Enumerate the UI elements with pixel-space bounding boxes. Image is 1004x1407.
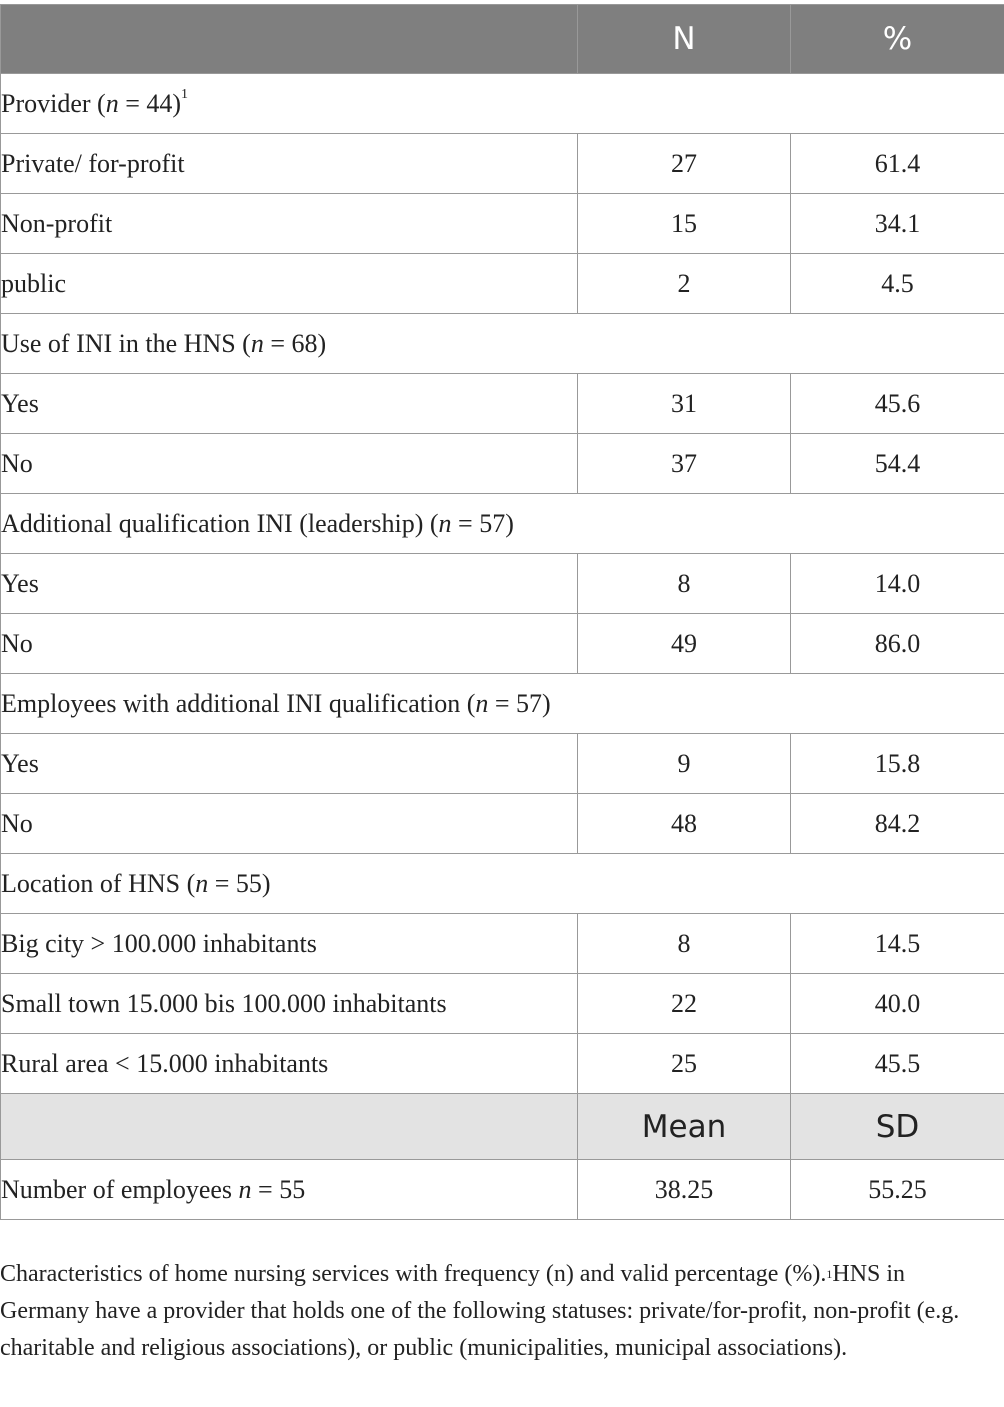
header-blank <box>1 5 578 74</box>
row-percent: 84.2 <box>791 794 1004 854</box>
row-n: 48 <box>578 794 791 854</box>
row-n: 37 <box>578 434 791 494</box>
row-label: Rural area < 15.000 inhabitants <box>1 1034 578 1094</box>
table-row <box>1 374 1004 434</box>
employees-sd: 55.25 <box>791 1160 1004 1220</box>
row-n: 8 <box>578 554 791 614</box>
row-label: Small town 15.000 bis 100.000 inhabitants <box>1 974 578 1034</box>
employees-row <box>1 1160 1004 1220</box>
row-label: No <box>1 614 578 674</box>
table-row <box>1 794 1004 854</box>
employees-mean: 38.25 <box>578 1160 791 1220</box>
row-percent: 45.5 <box>791 1034 1004 1094</box>
row-percent: 61.4 <box>791 134 1004 194</box>
row-percent: 14.5 <box>791 914 1004 974</box>
table-row <box>1 134 1004 194</box>
characteristics-table <box>0 4 1004 1220</box>
row-label: public <box>1 254 578 314</box>
header-percent: % <box>791 5 1004 74</box>
subheader-sd: SD <box>791 1094 1004 1160</box>
section-row-location <box>1 854 1004 914</box>
row-label: No <box>1 434 578 494</box>
row-label: Yes <box>1 734 578 794</box>
table-row <box>1 554 1004 614</box>
row-n: 15 <box>578 194 791 254</box>
row-percent: 15.8 <box>791 734 1004 794</box>
section-label: Provider (n = 44)$^1$ <box>1 74 1004 134</box>
row-n: 49 <box>578 614 791 674</box>
header-n: N <box>578 5 791 74</box>
row-percent: 14.0 <box>791 554 1004 614</box>
subheader-blank <box>1 1094 578 1160</box>
row-n: 25 <box>578 1034 791 1094</box>
row-n: 8 <box>578 914 791 974</box>
row-n: 31 <box>578 374 791 434</box>
row-label: Big city > 100.000 inhabitants <box>1 914 578 974</box>
section-row-ini-use <box>1 314 1004 374</box>
row-label: Private/ for-profit <box>1 134 578 194</box>
row-label: Yes <box>1 374 578 434</box>
row-n: 27 <box>578 134 791 194</box>
section-label: Additional qualification INI (leadership) (n = 57) <box>1 494 1004 554</box>
section-row-leadership-qualification <box>1 494 1004 554</box>
row-n: 9 <box>578 734 791 794</box>
row-percent: 45.6 <box>791 374 1004 434</box>
row-label: No <box>1 794 578 854</box>
row-n: 22 <box>578 974 791 1034</box>
row-percent: 40.0 <box>791 974 1004 1034</box>
row-percent: 4.5 <box>791 254 1004 314</box>
row-percent: 86.0 <box>791 614 1004 674</box>
section-row-employee-qualification <box>1 674 1004 734</box>
table-header-row <box>1 5 1004 74</box>
table-row <box>1 254 1004 314</box>
table-row <box>1 194 1004 254</box>
section-label: Use of INI in the HNS (n = 68) <box>1 314 1004 374</box>
table-row <box>1 914 1004 974</box>
section-row-provider <box>1 74 1004 134</box>
table-caption: Characteristics of home nursing services with frequency (n) and valid percentage (%).$^1$HNS in Germany have a provider that holds one of the following statuses: private/for-profit, non-profit (e.g. charitable and religious associations), or public (municipalities, municipal associations). <box>0 1261 960 1361</box>
table-row <box>1 734 1004 794</box>
row-label: Non-profit <box>1 194 578 254</box>
subheader-mean: Mean <box>578 1094 791 1160</box>
row-percent: 54.4 <box>791 434 1004 494</box>
section-label: Location of HNS (n = 55) <box>1 854 1004 914</box>
table-row <box>1 434 1004 494</box>
mean-sd-header-row <box>1 1094 1004 1160</box>
table-row <box>1 1034 1004 1094</box>
employees-label: Number of employees n = 55 <box>1 1160 578 1220</box>
table-row <box>1 974 1004 1034</box>
table-row <box>1 614 1004 674</box>
section-label: Employees with additional INI qualification (n = 57) <box>1 674 1004 734</box>
row-percent: 34.1 <box>791 194 1004 254</box>
row-n: 2 <box>578 254 791 314</box>
row-label: Yes <box>1 554 578 614</box>
